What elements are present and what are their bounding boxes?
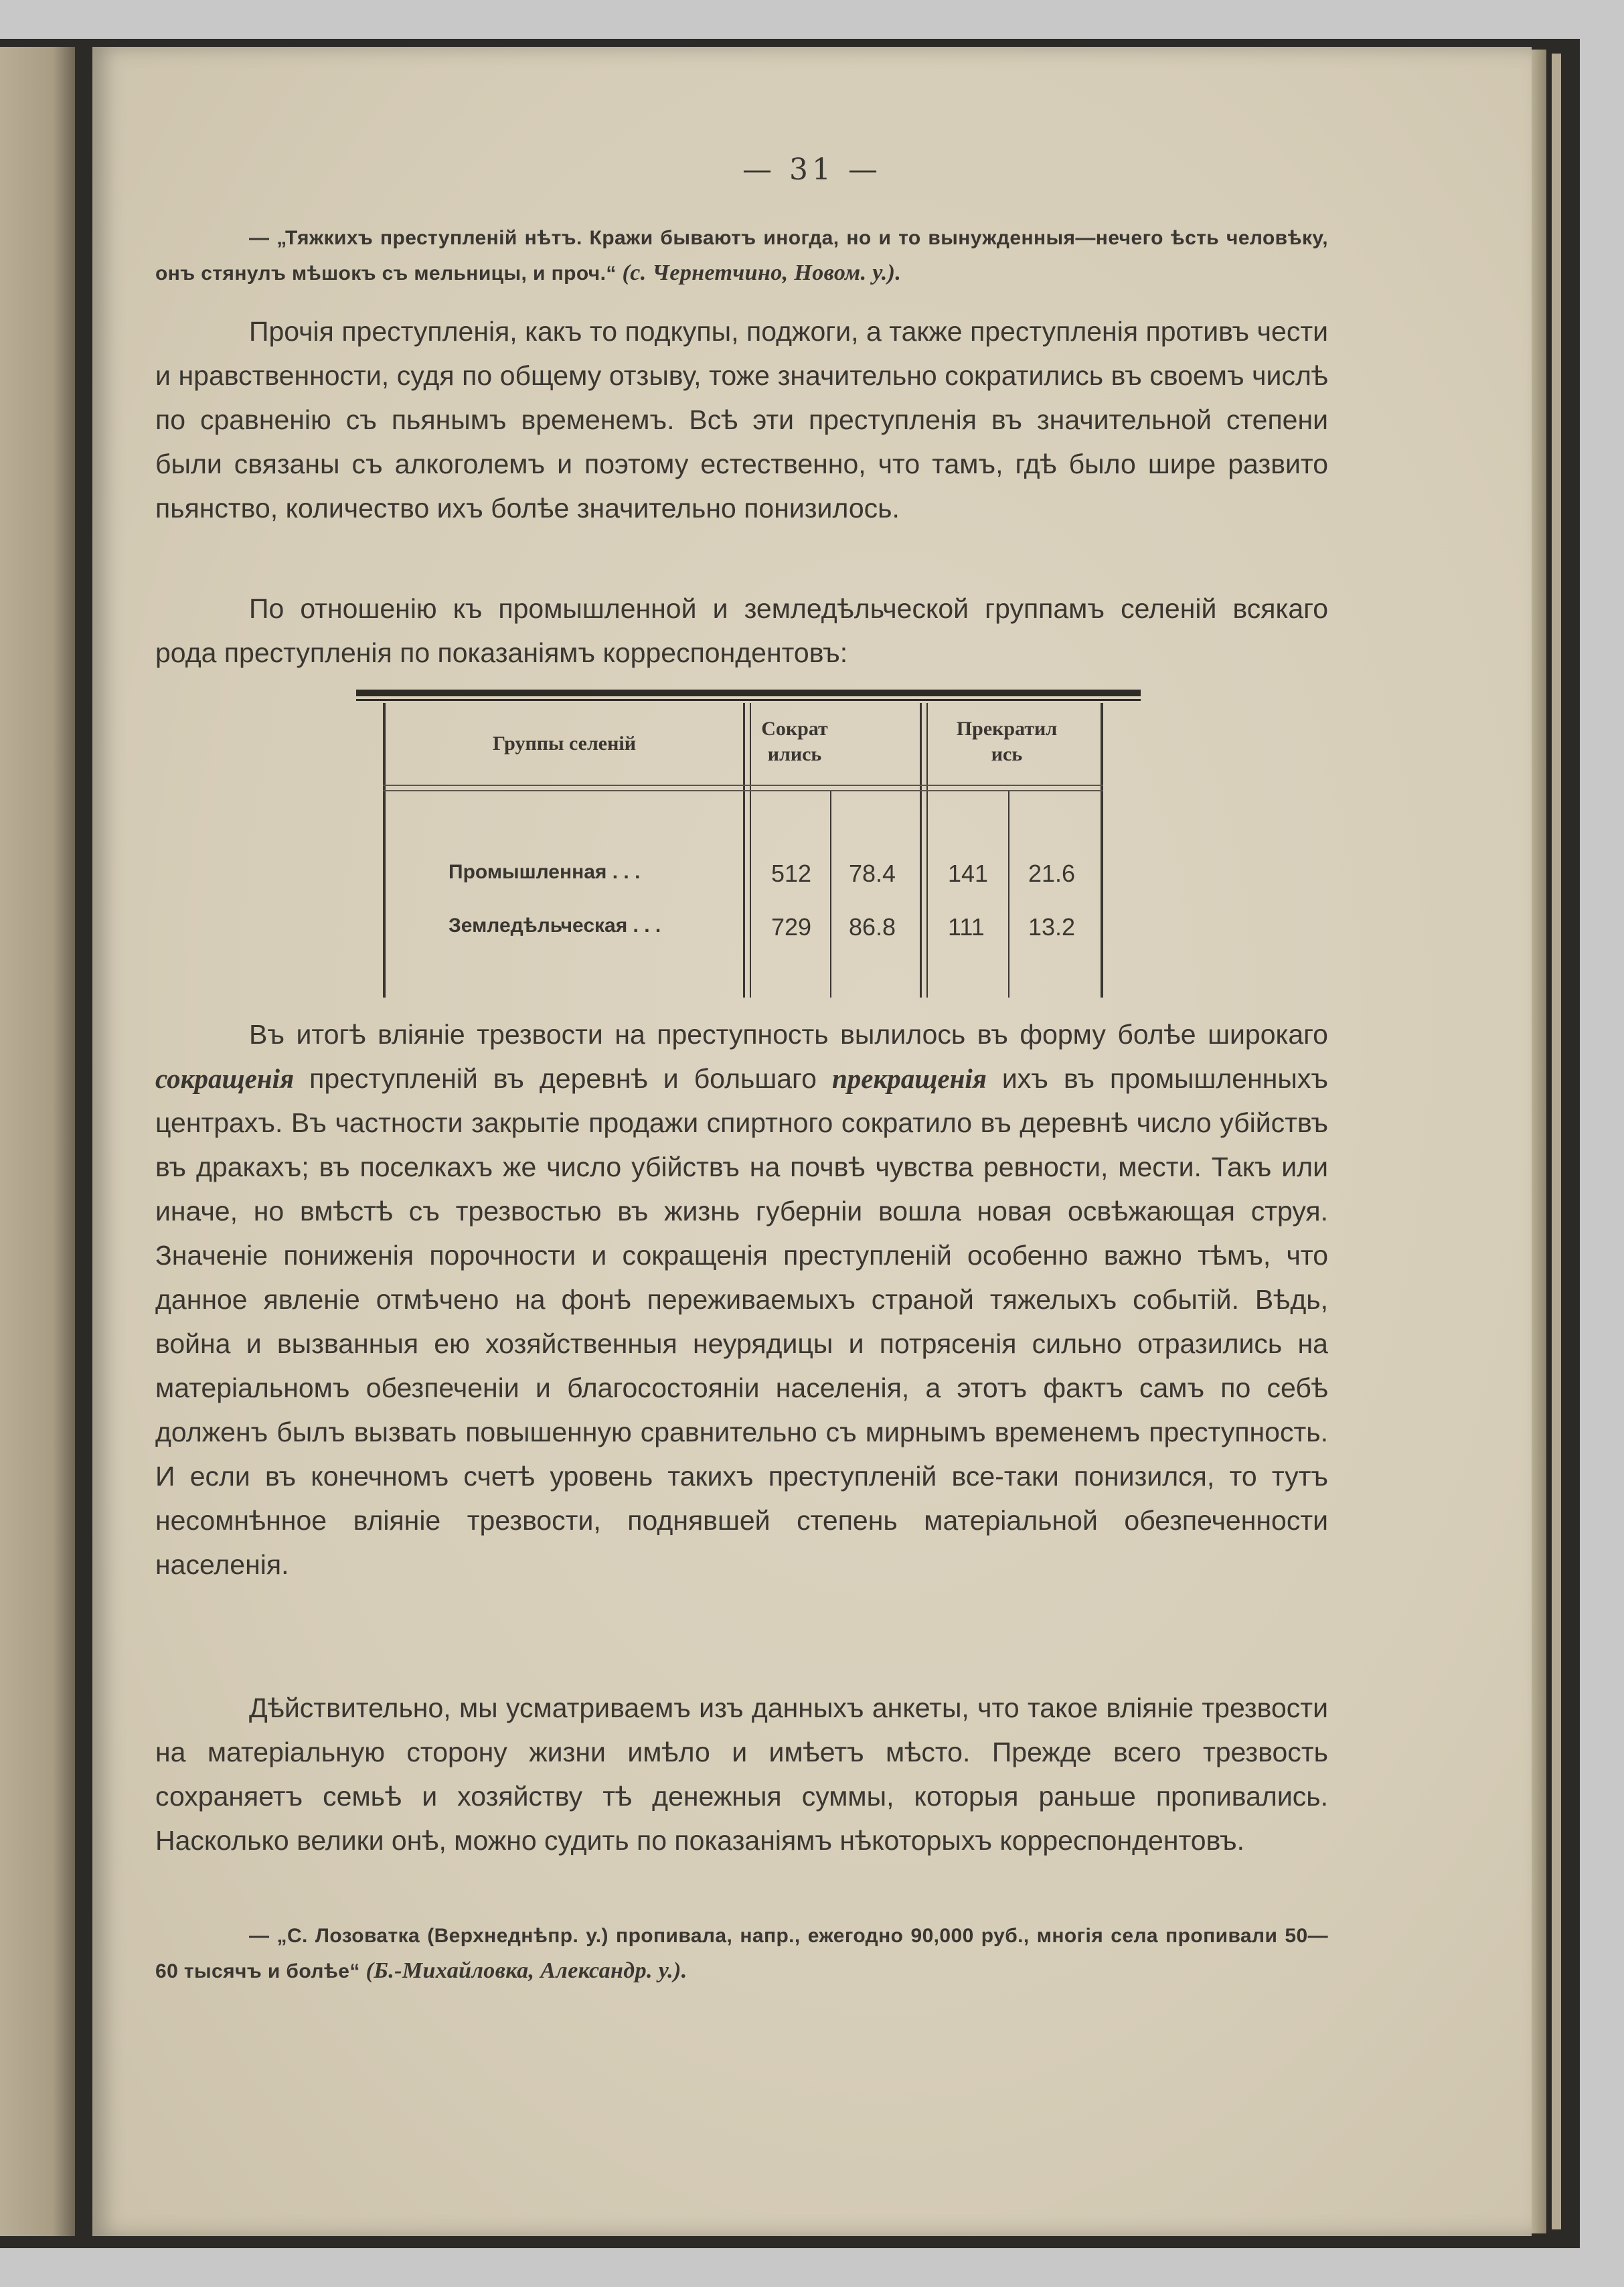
table-cell: 729 — [771, 913, 812, 941]
paragraph — [155, 1012, 1328, 1587]
quote-source: (Б.-Михайловка, Александр. у.). — [366, 1958, 687, 1983]
table-cell: 111 — [948, 913, 985, 941]
paragraph-text: преступленій въ деревнѣ и большаго — [294, 1063, 832, 1094]
paragraph: Дѣйствительно, мы усматриваемъ изъ данныхъ анкеты, что такое вліяніе трезвости на матеріальную сторону жизни имѣло и имѣетъ мѣсто. Прежде всего трезвость сохраняетъ семьѣ и хозяйству тѣ денежныя суммы, которыя раньше пропивались. Насколько велики онѣ, можно судить по показаніямъ нѣкоторыхъ корреспондентовъ. — [155, 1692, 1328, 1856]
facing-page-edge — [0, 47, 75, 2236]
paragraph-text: Въ итогѣ вліяніе трезвости на преступность вылилось въ форму болѣе широкаго — [249, 1019, 1328, 1050]
table-divider — [920, 703, 922, 998]
page-edge — [1552, 54, 1561, 2229]
table-divider — [926, 703, 928, 998]
paragraph: По отношенію къ промышленной и земледѣльческой группамъ селеній всякаго рода преступленія по показаніямъ корреспондентовъ: — [155, 593, 1328, 668]
table-cell: 86.8 — [849, 913, 896, 941]
quote-text: — „Тяжкихъ преступленій нѣтъ. Кражи бываютъ иногда, но и то вынужденныя—нечего ѣсть человѣку, онъ стянулъ мѣшокъ съ мельницы, и проч.“ — [155, 227, 1328, 285]
table-cell: 78.4 — [849, 860, 896, 887]
column-header: Группы селеній — [492, 732, 637, 755]
paragraph: Прочія преступленія, какъ то подкупы, поджоги, а также преступленія противъ чести и нравственности, судя по общему отзыву, тоже значительно сократились въ своемъ числѣ по сравненію съ пьянымъ временемъ. Всѣ эти преступленія въ значительной степени были связаны съ алкоголемъ и поэтому естественно, что тамъ, гдѣ было шире развито пьянство, количество ихъ болѣе значительно понизилось. — [155, 316, 1328, 524]
row-label: Земледѣльческая . . . — [449, 915, 661, 937]
paragraph-text: ихъ въ промышленныхъ центрахъ. Въ частности закрытіе продажи спиртного сократило въ деревнѣ число убійствъ въ дракахъ; въ поселкахъ же число убійствъ на почвѣ чувства ревности, мести. Такъ или иначе, но вмѣстѣ съ трезвостью въ жизнь губерніи вошла новая освѣжающая струя. Значеніе пониженія порочности и сокращенія преступленій особенно важно тѣмъ, что данное явленіе отмѣчено на фонѣ переживаемыхъ страной тяжелыхъ событій. Вѣдь, война и вызванныя ею хозяйственныя неурядицы и потрясенія сильно отразились на матеріальномъ обезпеченіи и благосостояніи населенія, а этотъ фактъ самъ по себѣ долженъ былъ вызвать повышенную сравнительно съ мирнымъ временемъ преступность. И если въ конечномъ счетѣ уровень такихъ преступленій все-таки понизился, то тутъ несомнѣнное вліяніе трезвости, поднявшей степень матеріальной обезпеченности населенія. — [155, 1063, 1328, 1580]
quote-text: — „С. Лозоватка (Верхнеднѣпр. у.) пропивала, напр., ежегодно 90,000 руб., многія села пропивали 50—60 тысячъ и болѣе“ — [155, 1925, 1328, 1982]
statistics-table — [356, 690, 1141, 998]
table-rule — [356, 699, 1141, 701]
page-edge — [1532, 50, 1546, 2233]
table-rule — [383, 790, 1103, 791]
quote-block — [155, 1919, 1328, 1989]
table-border — [1101, 703, 1103, 998]
column-header: Прекратились — [956, 718, 1058, 765]
table-cell: 13.2 — [1028, 913, 1076, 941]
table-cell: 141 — [948, 860, 989, 887]
quote-block — [155, 221, 1328, 291]
table-divider — [743, 703, 745, 998]
table-divider — [1008, 791, 1009, 998]
row-label: Промышленная . . . — [449, 861, 641, 883]
emphasis-text: прекращенія — [831, 1063, 987, 1094]
page-number: — 31 — — [742, 153, 882, 187]
table-rule — [356, 690, 1141, 696]
table-divider — [830, 791, 831, 998]
table-divider — [750, 703, 751, 998]
table-cell: 512 — [771, 860, 812, 887]
emphasis-text: сокращенія — [155, 1063, 295, 1094]
table-rule — [383, 785, 1103, 786]
quote-source: (с. Чернетчино, Новом. у.). — [622, 260, 902, 285]
column-header: Сократились — [761, 718, 828, 765]
table-cell: 21.6 — [1028, 860, 1076, 887]
